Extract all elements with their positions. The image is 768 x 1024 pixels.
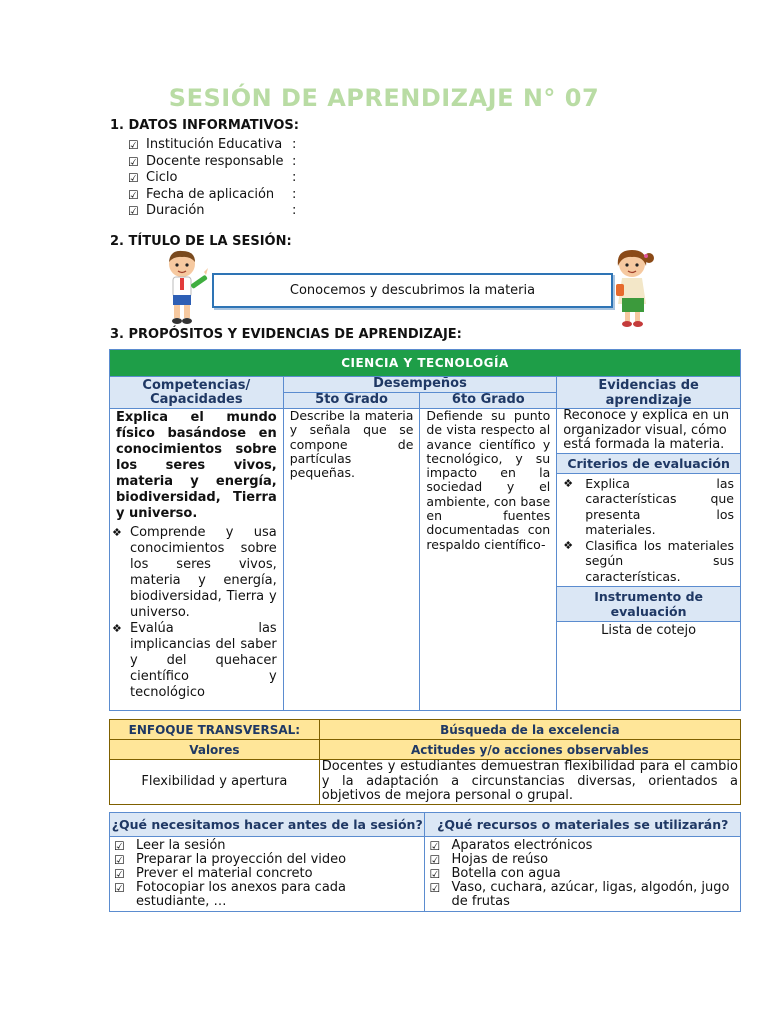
datos-item: [128, 170, 296, 187]
desempeno-6to-text: Defiende su punto de vista respecto al avance científico y tecnológico, y su impacto en la sociedad y el ambiente, con base en fuentes documentadas con respaldo científico-: [426, 408, 551, 552]
table-row: [110, 837, 741, 912]
materiales-list: [425, 837, 740, 911]
datos-separator: :: [292, 137, 297, 152]
enfoque-label: ENFOQUE TRANSVERSAL:: [110, 720, 320, 740]
criterios-header: Criterios de evaluación: [557, 453, 740, 474]
datos-label: Institución Educativa: [146, 137, 283, 152]
checkbox-icon: ☑: [114, 853, 125, 867]
antes-text: Leer la sesión: [136, 838, 226, 853]
table-row: [110, 760, 741, 805]
table-row: [110, 720, 741, 740]
evidencias-cell: [557, 409, 741, 711]
checkbox-icon: ☑: [429, 881, 441, 895]
criterios-list: [557, 474, 740, 587]
material-text: Vaso, cuchara, azúcar, ligas, algodón, jugo de frutas: [451, 880, 730, 909]
col-5to-header: 5to Grado: [283, 393, 420, 409]
competencias-cell: [110, 409, 284, 711]
instrumento-header: Instrumento de evaluación: [557, 586, 740, 622]
antes-list: [110, 837, 424, 911]
capacidad-text: Evalúa las implicancias del saber y del quehacer científico y tecnológico: [130, 621, 277, 700]
diamond-bullet-icon: ❖: [563, 538, 574, 552]
checkbox-icon: ☑: [114, 881, 125, 895]
list-item: [429, 881, 736, 909]
material-text: Botella con agua: [451, 866, 561, 881]
list-item: [110, 525, 283, 621]
checkbox-icon: ☑: [114, 839, 125, 853]
checkbox-icon: ☑: [128, 154, 139, 169]
list-item: [429, 853, 736, 867]
checkbox-icon: ☑: [128, 138, 139, 152]
valor-cell: Flexibilidad y apertura: [110, 760, 320, 805]
antes-text: Prever el material concreto: [136, 866, 313, 881]
datos-label: Duración: [146, 203, 205, 218]
section-heading-titulo: 2. TÍTULO DE LA SESIÓN:: [110, 234, 292, 249]
datos-item: [128, 137, 296, 154]
checkbox-icon: ☑: [128, 171, 139, 185]
boy-illustration: [160, 250, 210, 326]
col-competencias-header: Competencias/ Capacidades: [110, 377, 284, 409]
materiales-cell: [425, 837, 741, 912]
checkbox-icon: ☑: [429, 867, 441, 881]
list-item: [114, 881, 420, 909]
checkbox-icon: ☑: [128, 204, 139, 218]
enfoque-table: [109, 719, 741, 805]
antes-cell: [110, 837, 425, 912]
girl-illustration: [610, 248, 658, 328]
col-6to-header: 6to Grado: [420, 393, 557, 409]
datos-label: Ciclo: [146, 170, 178, 185]
checkbox-icon: ☑: [429, 839, 441, 853]
enfoque-value: Búsqueda de la excelencia: [319, 720, 740, 740]
diamond-bullet-icon: ❖: [112, 526, 122, 539]
evidencia-text: Reconoce y explica en un organizador visual, cómo está formada la materia.: [563, 408, 730, 452]
actitud-cell: Docentes y estudiantes demuestran flexibilidad para el cambio y la adaptación a circunstancias diversas, orientados a objetivos de mejora personal o grupal.: [319, 760, 740, 805]
competencia-text: Explica el mundo físico basándose en conocimientos sobre los seres vivos, materia y energía, biodiversidad, Tierra y universo.: [116, 410, 277, 521]
datos-separator: :: [292, 203, 297, 218]
table-row: [110, 409, 741, 711]
col-antes-header: ¿Qué necesitamos hacer antes de la sesión?: [110, 813, 425, 837]
criterio-text: Clasifica los materiales según sus características.: [585, 537, 734, 584]
datos-informativos-list: [128, 137, 296, 220]
datos-separator: :: [292, 170, 297, 185]
criterio-text: Explica las características que presenta los materiales.: [585, 475, 734, 537]
table-row: [110, 813, 741, 837]
col-desempenos-header: Desempeños: [283, 377, 557, 393]
datos-item: [128, 154, 296, 171]
section-heading-datos: 1. DATOS INFORMATIVOS:: [110, 118, 299, 133]
page-title: SESIÓN DE APRENDIZAJE N° 07: [168, 84, 600, 112]
list-item: [563, 476, 734, 538]
checkbox-icon: ☑: [128, 187, 139, 202]
datos-item: [128, 203, 296, 220]
list-item: [563, 538, 734, 585]
list-item: [429, 839, 736, 853]
list-item: [114, 853, 420, 867]
checkbox-icon: ☑: [429, 853, 441, 867]
area-header: CIENCIA Y TECNOLOGÍA: [110, 350, 741, 377]
antes-text: Fotocopiar los anexos para cada estudiante, …: [136, 880, 347, 909]
material-text: Hojas de reúso: [451, 852, 549, 867]
datos-item: [128, 187, 296, 204]
datos-separator: :: [292, 186, 297, 202]
datos-separator: :: [292, 153, 297, 169]
col-valores-header: Valores: [110, 740, 320, 760]
capacidades-list: [110, 525, 283, 701]
checkbox-icon: ☑: [114, 867, 125, 881]
desempeno-5to-cell: [283, 409, 420, 711]
antes-text: Preparar la proyección del video: [136, 852, 347, 867]
instrumento-text: Lista de cotejo: [601, 623, 697, 638]
diamond-bullet-icon: ❖: [563, 476, 574, 490]
list-item: [114, 839, 420, 853]
capacidad-text: Comprende y usa conocimientos sobre los seres vivos, materia y energía, biodiversidad, Tierra y universo.: [130, 525, 277, 620]
desempeno-5to-text: Describe la materia y señala que se compone de partículas pequeñas.: [289, 408, 414, 481]
session-title-box: Conocemos y descubrimos la materia: [212, 273, 613, 308]
datos-label: Fecha de aplicación: [146, 186, 275, 202]
col-actitudes-header: Actitudes y/o acciones observables: [319, 740, 740, 760]
propositos-table: [109, 349, 741, 711]
list-item: [110, 621, 283, 701]
col-evidencias-header: Evidencias de aprendizaje: [557, 377, 741, 409]
col-materiales-header: ¿Qué recursos o materiales se utilizarán?: [425, 813, 741, 837]
recursos-table: [109, 812, 741, 912]
table-row: [110, 377, 741, 393]
list-item: [429, 867, 736, 881]
material-text: Aparatos electrónicos: [451, 838, 593, 853]
list-item: [114, 867, 420, 881]
section-heading-propositos: 3. PROPÓSITOS Y EVIDENCIAS DE APRENDIZAJE:: [110, 327, 462, 342]
desempeno-6to-cell: [420, 409, 557, 711]
diamond-bullet-icon: ❖: [112, 622, 122, 635]
table-row: [110, 740, 741, 760]
table-row: [110, 350, 741, 377]
datos-label: Docente responsable: [146, 153, 284, 169]
